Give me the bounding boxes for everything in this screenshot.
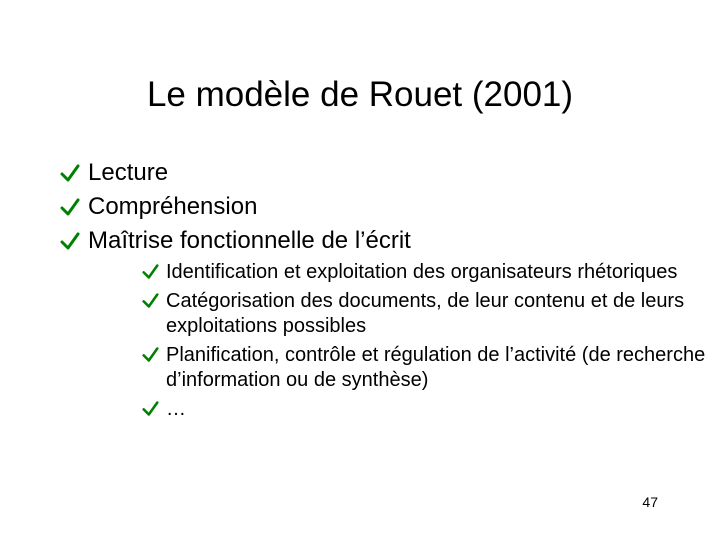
checkmark-icon — [60, 231, 80, 251]
checkmark-icon — [142, 292, 159, 309]
sub-bullet-text: Planification, contrôle et régulation de l’activité (de recherche d’information ou de synthèse) — [166, 344, 706, 391]
sub-bullet-item — [142, 343, 706, 393]
sub-bullet-item — [142, 260, 706, 285]
page-number: 47 — [642, 494, 658, 510]
bullet-text: Maîtrise fonctionnelle de l’écrit — [88, 227, 411, 254]
sub-bullet-text: … — [166, 398, 186, 420]
sub-bullet-text: Identification et exploitation des organisateurs rhétoriques — [166, 261, 678, 283]
bullet-text: Compréhension — [88, 193, 258, 220]
bullet-item — [60, 190, 680, 224]
checkmark-icon — [142, 263, 159, 280]
bullet-list — [60, 156, 706, 426]
checkmark-icon — [142, 400, 159, 417]
bullet-text: Lecture — [88, 159, 169, 186]
checkmark-icon — [60, 197, 80, 217]
sub-bullet-text: Catégorisation des documents, de leur contenu et de leurs exploitations possibles — [166, 290, 685, 337]
slide-title: Le modèle de Rouet (2001) — [146, 75, 574, 114]
bullet-item — [60, 224, 706, 422]
checkmark-icon — [142, 346, 159, 363]
sub-bullet-list — [142, 260, 706, 422]
sub-bullet-item — [142, 289, 706, 339]
checkmark-icon — [60, 163, 80, 183]
sub-bullet-item — [142, 397, 706, 422]
bullet-item — [60, 156, 680, 190]
